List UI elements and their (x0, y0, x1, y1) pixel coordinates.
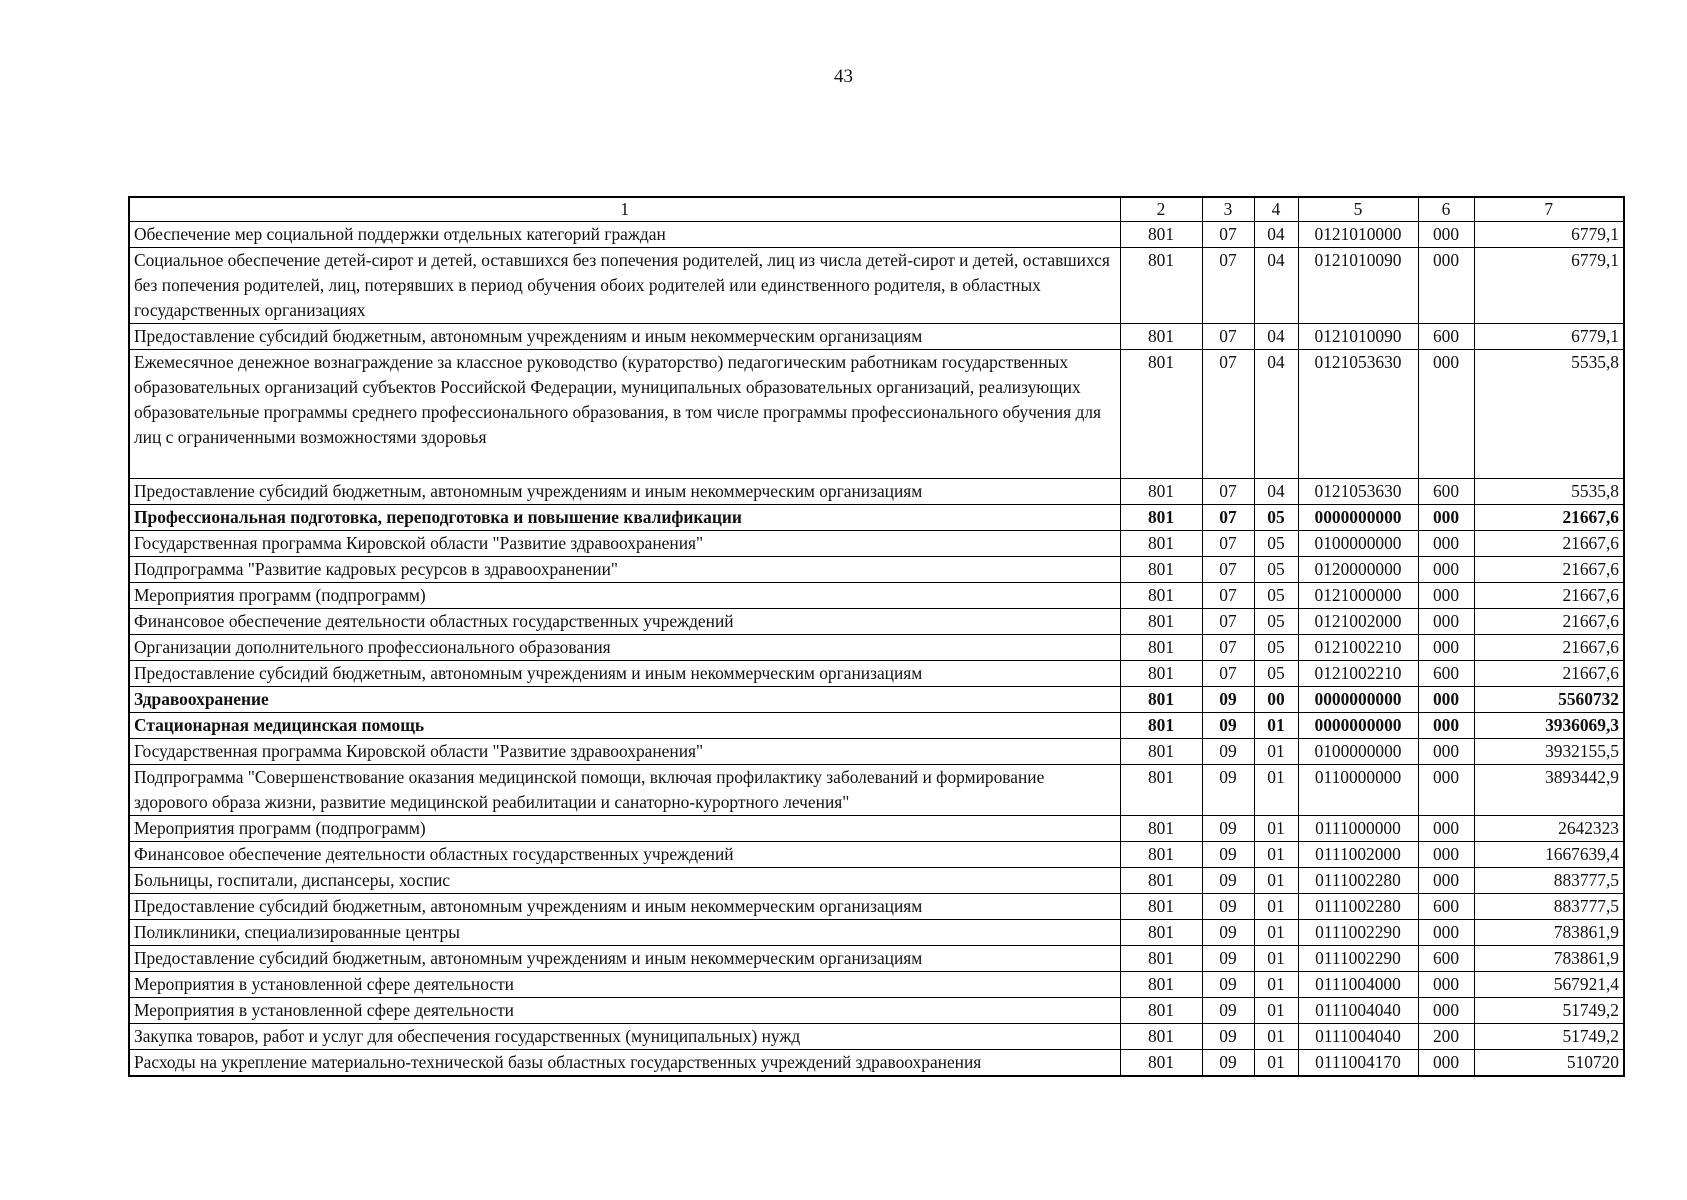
subsection-cell: 01 (1254, 920, 1298, 946)
row-name-cell: Мероприятия программ (подпрограмм) (129, 583, 1120, 609)
section-cell: 07 (1202, 505, 1254, 531)
target-article-cell: 0111000000 (1298, 816, 1418, 842)
amount-cell: 21667,6 (1474, 583, 1624, 609)
admin-code-cell: 801 (1120, 479, 1202, 505)
table-row (129, 248, 1624, 324)
admin-code-cell: 801 (1120, 1024, 1202, 1050)
amount-cell: 3936069,3 (1474, 713, 1624, 739)
expense-type-cell: 600 (1418, 894, 1474, 920)
expense-type-cell: 000 (1418, 868, 1474, 894)
target-article-cell: 0000000000 (1298, 687, 1418, 713)
amount-cell: 3893442,9 (1474, 765, 1624, 816)
table-row (129, 739, 1624, 765)
table-row (129, 687, 1624, 713)
budget-table (128, 196, 1625, 1077)
subsection-cell: 01 (1254, 868, 1298, 894)
amount-cell: 5535,8 (1474, 479, 1624, 505)
section-cell: 07 (1202, 248, 1254, 324)
admin-code-cell: 801 (1120, 765, 1202, 816)
subsection-cell: 01 (1254, 713, 1298, 739)
subsection-cell: 05 (1254, 609, 1298, 635)
expense-type-cell: 600 (1418, 479, 1474, 505)
row-name-cell: Подпрограмма "Совершенствование оказания медицинской помощи, включая профилактику заболеваний и формирование здорового образа жизни, развитие медицинской реабилитации и санаторно-курортного лечения" (129, 765, 1120, 816)
target-article-cell: 0121002210 (1298, 661, 1418, 687)
subsection-cell: 00 (1254, 687, 1298, 713)
row-name-cell: Финансовое обеспечение деятельности областных государственных учреждений (129, 842, 1120, 868)
section-cell: 09 (1202, 739, 1254, 765)
admin-code-cell: 801 (1120, 557, 1202, 583)
table-row (129, 1050, 1624, 1077)
row-name-cell: Предоставление субсидий бюджетным, автономным учреждениям и иным некоммерческим организациям (129, 946, 1120, 972)
section-cell: 09 (1202, 972, 1254, 998)
expense-type-cell: 000 (1418, 531, 1474, 557)
row-name-cell: Больницы, госпитали, диспансеры, хоспис (129, 868, 1120, 894)
expense-type-cell: 000 (1418, 816, 1474, 842)
expense-type-cell: 000 (1418, 713, 1474, 739)
admin-code-cell: 801 (1120, 609, 1202, 635)
admin-code-cell: 801 (1120, 661, 1202, 687)
table-row (129, 635, 1624, 661)
amount-cell: 21667,6 (1474, 609, 1624, 635)
amount-cell: 1667639,4 (1474, 842, 1624, 868)
subsection-cell: 01 (1254, 816, 1298, 842)
subsection-cell: 04 (1254, 248, 1298, 324)
expense-type-cell: 000 (1418, 635, 1474, 661)
amount-cell: 5535,8 (1474, 350, 1624, 479)
column-header: 4 (1254, 197, 1298, 222)
admin-code-cell: 801 (1120, 816, 1202, 842)
admin-code-cell: 801 (1120, 350, 1202, 479)
section-cell: 09 (1202, 920, 1254, 946)
admin-code-cell: 801 (1120, 324, 1202, 350)
section-cell: 07 (1202, 635, 1254, 661)
section-cell: 09 (1202, 687, 1254, 713)
row-name-cell: Предоставление субсидий бюджетным, автономным учреждениям и иным некоммерческим организациям (129, 894, 1120, 920)
target-article-cell: 0121002210 (1298, 635, 1418, 661)
target-article-cell: 0100000000 (1298, 531, 1418, 557)
amount-cell: 21667,6 (1474, 557, 1624, 583)
expense-type-cell: 000 (1418, 583, 1474, 609)
admin-code-cell: 801 (1120, 583, 1202, 609)
subsection-cell: 05 (1254, 661, 1298, 687)
page-number: 43 (834, 66, 853, 87)
row-name-cell: Предоставление субсидий бюджетным, автономным учреждениям и иным некоммерческим организациям (129, 479, 1120, 505)
table-row (129, 583, 1624, 609)
expense-type-cell: 200 (1418, 1024, 1474, 1050)
row-name-cell: Предоставление субсидий бюджетным, автономным учреждениям и иным некоммерческим организациям (129, 661, 1120, 687)
admin-code-cell: 801 (1120, 868, 1202, 894)
admin-code-cell: 801 (1120, 842, 1202, 868)
target-article-cell: 0121000000 (1298, 583, 1418, 609)
target-article-cell: 0121002000 (1298, 609, 1418, 635)
subsection-cell: 04 (1254, 479, 1298, 505)
amount-cell: 883777,5 (1474, 868, 1624, 894)
admin-code-cell: 801 (1120, 920, 1202, 946)
admin-code-cell: 801 (1120, 972, 1202, 998)
admin-code-cell: 801 (1120, 531, 1202, 557)
admin-code-cell: 801 (1120, 248, 1202, 324)
section-cell: 09 (1202, 713, 1254, 739)
target-article-cell: 0121010090 (1298, 324, 1418, 350)
section-cell: 07 (1202, 557, 1254, 583)
target-article-cell: 0000000000 (1298, 713, 1418, 739)
expense-type-cell: 000 (1418, 248, 1474, 324)
target-article-cell: 0111002290 (1298, 920, 1418, 946)
admin-code-cell: 801 (1120, 946, 1202, 972)
row-name-cell: Поликлиники, специализированные центры (129, 920, 1120, 946)
expense-type-cell: 600 (1418, 946, 1474, 972)
amount-cell: 783861,9 (1474, 920, 1624, 946)
table-row (129, 868, 1624, 894)
target-article-cell: 0000000000 (1298, 505, 1418, 531)
row-name-cell: Социальное обеспечение детей-сирот и детей, оставшихся без попечения родителей, лиц из числа детей-сирот и детей, оставшихся без попечения родителей, лиц, потерявших в период обучения обоих родителей или единственного родителя, в областных государственных организациях (129, 248, 1120, 324)
subsection-cell: 05 (1254, 583, 1298, 609)
subsection-cell: 01 (1254, 998, 1298, 1024)
admin-code-cell: 801 (1120, 635, 1202, 661)
row-name-cell: Мероприятия в установленной сфере деятельности (129, 972, 1120, 998)
section-cell: 09 (1202, 894, 1254, 920)
amount-cell: 51749,2 (1474, 1024, 1624, 1050)
subsection-cell: 05 (1254, 505, 1298, 531)
target-article-cell: 0111004170 (1298, 1050, 1418, 1077)
section-cell: 09 (1202, 998, 1254, 1024)
table-row (129, 972, 1624, 998)
section-cell: 09 (1202, 1024, 1254, 1050)
table-row (129, 920, 1624, 946)
section-cell: 07 (1202, 609, 1254, 635)
target-article-cell: 0100000000 (1298, 739, 1418, 765)
target-article-cell: 0111004040 (1298, 998, 1418, 1024)
column-header: 5 (1298, 197, 1418, 222)
section-cell: 09 (1202, 842, 1254, 868)
amount-cell: 783861,9 (1474, 946, 1624, 972)
table-row (129, 894, 1624, 920)
expense-type-cell: 600 (1418, 324, 1474, 350)
section-cell: 07 (1202, 222, 1254, 248)
table-row (129, 479, 1624, 505)
row-name-cell: Государственная программа Кировской области "Развитие здравоохранения" (129, 739, 1120, 765)
expense-type-cell: 000 (1418, 972, 1474, 998)
expense-type-cell: 000 (1418, 687, 1474, 713)
amount-cell: 6779,1 (1474, 324, 1624, 350)
amount-cell: 21667,6 (1474, 661, 1624, 687)
subsection-cell: 05 (1254, 557, 1298, 583)
row-name-cell: Мероприятия программ (подпрограмм) (129, 816, 1120, 842)
subsection-cell: 01 (1254, 946, 1298, 972)
subsection-cell: 04 (1254, 324, 1298, 350)
table-row (129, 505, 1624, 531)
row-name-cell: Предоставление субсидий бюджетным, автономным учреждениям и иным некоммерческим организациям (129, 324, 1120, 350)
amount-cell: 6779,1 (1474, 222, 1624, 248)
column-header: 2 (1120, 197, 1202, 222)
table-row (129, 557, 1624, 583)
admin-code-cell: 801 (1120, 1050, 1202, 1077)
row-name-cell: Профессиональная подготовка, переподготовка и повышение квалификации (129, 505, 1120, 531)
amount-cell: 883777,5 (1474, 894, 1624, 920)
expense-type-cell: 000 (1418, 920, 1474, 946)
section-cell: 09 (1202, 946, 1254, 972)
row-name-cell: Организации дополнительного профессионального образования (129, 635, 1120, 661)
section-cell: 09 (1202, 1050, 1254, 1077)
row-name-cell: Ежемесячное денежное вознаграждение за классное руководство (кураторство) педагогическим работникам государственных образовательных организаций субъектов Российской Федерации, муниципальных образовательных организаций, реализующих образовательные программы среднего профессионального образования, в том числе программы профессионального обучения для лиц с ограниченными возможностями здоровья (129, 350, 1120, 479)
admin-code-cell: 801 (1120, 739, 1202, 765)
subsection-cell: 04 (1254, 350, 1298, 479)
amount-cell: 51749,2 (1474, 998, 1624, 1024)
target-article-cell: 0121053630 (1298, 479, 1418, 505)
table-row (129, 1024, 1624, 1050)
table-row (129, 350, 1624, 479)
column-header: 3 (1202, 197, 1254, 222)
expense-type-cell: 000 (1418, 609, 1474, 635)
section-cell: 09 (1202, 765, 1254, 816)
amount-cell: 6779,1 (1474, 248, 1624, 324)
table-row (129, 324, 1624, 350)
target-article-cell: 0111002280 (1298, 868, 1418, 894)
subsection-cell: 01 (1254, 765, 1298, 816)
target-article-cell: 0111002000 (1298, 842, 1418, 868)
expense-type-cell: 000 (1418, 1050, 1474, 1077)
subsection-cell: 01 (1254, 972, 1298, 998)
table-row (129, 531, 1624, 557)
target-article-cell: 0121010000 (1298, 222, 1418, 248)
section-cell: 07 (1202, 661, 1254, 687)
subsection-cell: 01 (1254, 1050, 1298, 1077)
table-row (129, 998, 1624, 1024)
admin-code-cell: 801 (1120, 687, 1202, 713)
row-name-cell: Финансовое обеспечение деятельности областных государственных учреждений (129, 609, 1120, 635)
admin-code-cell: 801 (1120, 222, 1202, 248)
subsection-cell: 05 (1254, 635, 1298, 661)
section-cell: 07 (1202, 531, 1254, 557)
target-article-cell: 0121010090 (1298, 248, 1418, 324)
amount-cell: 21667,6 (1474, 531, 1624, 557)
subsection-cell: 01 (1254, 842, 1298, 868)
target-article-cell: 0111004000 (1298, 972, 1418, 998)
amount-cell: 2642323 (1474, 816, 1624, 842)
table-row (129, 816, 1624, 842)
expense-type-cell: 000 (1418, 350, 1474, 479)
target-article-cell: 0110000000 (1298, 765, 1418, 816)
row-name-cell: Государственная программа Кировской области "Развитие здравоохранения" (129, 531, 1120, 557)
column-number-row (129, 197, 1624, 222)
table-row (129, 609, 1624, 635)
target-article-cell: 0120000000 (1298, 557, 1418, 583)
section-cell: 09 (1202, 816, 1254, 842)
target-article-cell: 0111002290 (1298, 946, 1418, 972)
table-row (129, 222, 1624, 248)
column-header: 7 (1474, 197, 1624, 222)
amount-cell: 3932155,5 (1474, 739, 1624, 765)
column-header: 6 (1418, 197, 1474, 222)
table-row (129, 713, 1624, 739)
subsection-cell: 01 (1254, 894, 1298, 920)
section-cell: 07 (1202, 479, 1254, 505)
target-article-cell: 0121053630 (1298, 350, 1418, 479)
subsection-cell: 05 (1254, 531, 1298, 557)
table-row (129, 661, 1624, 687)
expense-type-cell: 000 (1418, 505, 1474, 531)
expense-type-cell: 600 (1418, 661, 1474, 687)
row-name-cell: Стационарная медицинская помощь (129, 713, 1120, 739)
table-row (129, 842, 1624, 868)
amount-cell: 510720 (1474, 1050, 1624, 1077)
subsection-cell: 01 (1254, 1024, 1298, 1050)
section-cell: 07 (1202, 583, 1254, 609)
amount-cell: 21667,6 (1474, 505, 1624, 531)
subsection-cell: 04 (1254, 222, 1298, 248)
expense-type-cell: 000 (1418, 222, 1474, 248)
table-row (129, 765, 1624, 816)
section-cell: 09 (1202, 868, 1254, 894)
amount-cell: 5560732 (1474, 687, 1624, 713)
expense-type-cell: 000 (1418, 557, 1474, 583)
admin-code-cell: 801 (1120, 713, 1202, 739)
row-name-cell: Закупка товаров, работ и услуг для обеспечения государственных (муниципальных) нужд (129, 1024, 1120, 1050)
expense-type-cell: 000 (1418, 842, 1474, 868)
amount-cell: 21667,6 (1474, 635, 1624, 661)
target-article-cell: 0111002280 (1298, 894, 1418, 920)
section-cell: 07 (1202, 350, 1254, 479)
section-cell: 07 (1202, 324, 1254, 350)
row-name-cell: Мероприятия в установленной сфере деятельности (129, 998, 1120, 1024)
row-name-cell: Обеспечение мер социальной поддержки отдельных категорий граждан (129, 222, 1120, 248)
table-row (129, 946, 1624, 972)
row-name-cell: Расходы на укрепление материально-технической базы областных государственных учреждений здравоохранения (129, 1050, 1120, 1077)
row-name-cell: Подпрограмма "Развитие кадровых ресурсов в здравоохранении" (129, 557, 1120, 583)
amount-cell: 567921,4 (1474, 972, 1624, 998)
expense-type-cell: 000 (1418, 998, 1474, 1024)
target-article-cell: 0111004040 (1298, 1024, 1418, 1050)
subsection-cell: 01 (1254, 739, 1298, 765)
expense-type-cell: 000 (1418, 765, 1474, 816)
admin-code-cell: 801 (1120, 894, 1202, 920)
row-name-cell: Здравоохранение (129, 687, 1120, 713)
column-header: 1 (129, 197, 1120, 222)
admin-code-cell: 801 (1120, 505, 1202, 531)
expense-type-cell: 000 (1418, 739, 1474, 765)
admin-code-cell: 801 (1120, 998, 1202, 1024)
